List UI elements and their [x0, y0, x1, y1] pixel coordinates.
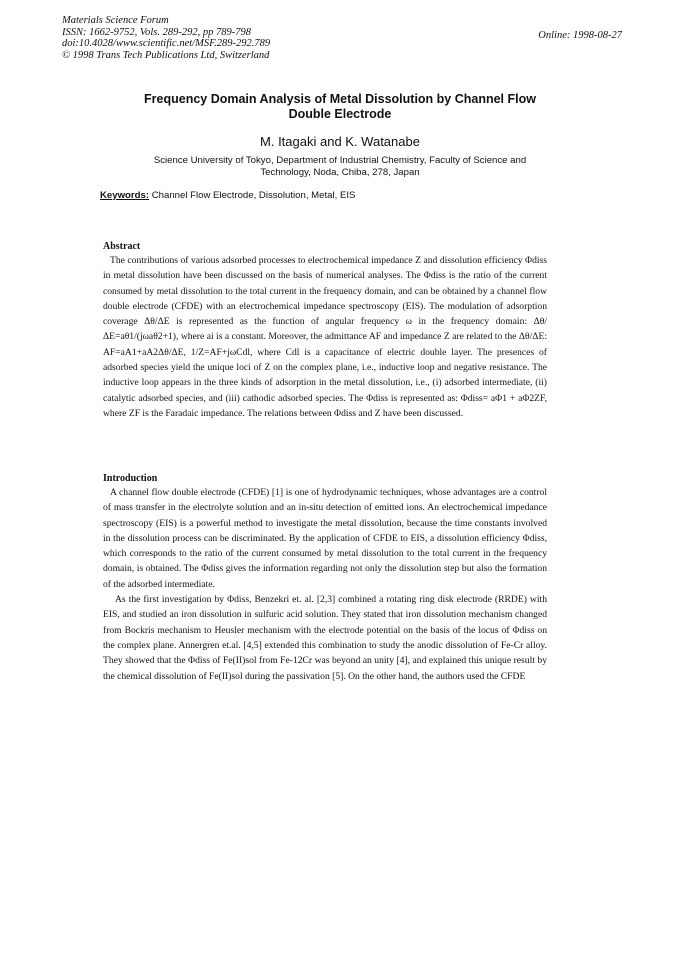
abstract-section [103, 240, 547, 421]
journal-name: Materials Science Forum [62, 15, 169, 26]
introduction-paragraph-2: As the first investigation by Φdiss, Benzekri et. al. [2,3] combined a rotating ring disk electrode (RRDE) with EIS, and studied an iron dissolution in sulfuric acid solution. They stated that iron dissolution mechanism changed from Bockris mechanism to Heusler mechanism with the electrode potential on the basis of the locus of Φdiss on the complex plane. Annergren et.al. [4,5] extended this combination to study the anodic dissolution of Fe-Cr alloy. They showed that the Φdiss of Fe(II)sol from Fe-12Cr was beyond an unity [4], and explained this unique result by the chemical dissolution of Fe(II)sol during the passivation [5]. On the other hand, the authors used the CFDE [103, 594, 547, 682]
keywords [100, 190, 600, 201]
keywords-text: Channel Flow Electrode, Dissolution, Metal, EIS [151, 190, 356, 201]
title-line-2: Double Electrode [288, 107, 392, 121]
keywords-label: Keywords: [100, 190, 150, 201]
affiliation-line-2: Technology, Noda, Chiba, 278, Japan [260, 167, 420, 178]
title-line-1: Frequency Domain Analysis of Metal Dissolution by Channel Flow [144, 92, 536, 106]
authors: M. Itagaki and K. Watanabe [260, 134, 420, 149]
introduction-paragraph-1: A channel flow double electrode (CFDE) [1] is one of hydrodynamic techniques, whose advantages are a control of mass transfer in the electrolyte solution and an in-situ detection of emitted ions. An electrochemical impedance spectroscopy (EIS) is a powerful method to investigate the metal dissolution, because the time constants involved in the dissolution process can be discriminated. By the application of CFDE to EIS, a dissolution efficiency Φdiss, which corresponds to the ratio of the current consumed by metal dissolution to the total current in the frequency domain, is obtained. The Φdiss gives the information regarding not only the dissolution step but also the formation of the adsorbed intermediate. [103, 487, 547, 590]
issn-line: ISSN: 1662-9752, Vols. 289-292, pp 789-798 [62, 26, 251, 38]
doi-line[interactable]: doi:10.4028/www.scientific.net/MSF.289-292.789 [62, 38, 271, 49]
publication-header [62, 15, 622, 61]
online-date: Online: 1998-08-27 [538, 30, 622, 41]
introduction-heading: Introduction [103, 473, 158, 484]
abstract-text: The contributions of various adsorbed processes to electrochemical impedance Z and dissolution efficiency Φdiss in metal dissolution have been discussed on the basis of numerical analyses. The Φdiss is the ratio of the current consumed by metal dissolution to the total current in the frequency domain, and can be obtained by a channel flow double electrode (CFDE) with an electrochemical impedance spectroscopy (EIS). The modulation of adsorption coverage Δθ/ΔE is represented as the function of angular frequency ω in the frequency domain: Δθ/ΔE=aθ1/(jωaθ2+1), where ai is a constant. Moreover, the admittance AF and impedance Z are related to the Δθ/ΔE: AF=aA1+aA2Δθ/ΔE, 1/Z=AF+jωCdl, where Cdl is a capacitance of electric double layer. The presences of adsorbed species yield the unique loci of Z on the complex plane, i.e., inductive loop and negative resistance. The inductive loop appears in the three kinds of adsorption in the metal dissolution, i.e., (i) adsorbed intermediate, (ii) catalytic adsorbed species, and (iii) cathodic adsorbed species. The Φdiss is represented as: Φdiss= aΦ1 + aΦ2ZF, where ZF is the Faradaic impedance. The relations between Φdiss and Z have been discussed. [103, 255, 547, 419]
introduction-section [103, 472, 547, 684]
affiliation [100, 155, 580, 179]
abstract-heading: Abstract [103, 241, 141, 252]
copyright-line: © 1998 Trans Tech Publications Ltd, Switzerland [62, 49, 270, 61]
affiliation-line-1: Science University of Tokyo, Department of Industrial Chemistry, Faculty of Science and [153, 155, 527, 166]
paper-title [80, 92, 600, 122]
